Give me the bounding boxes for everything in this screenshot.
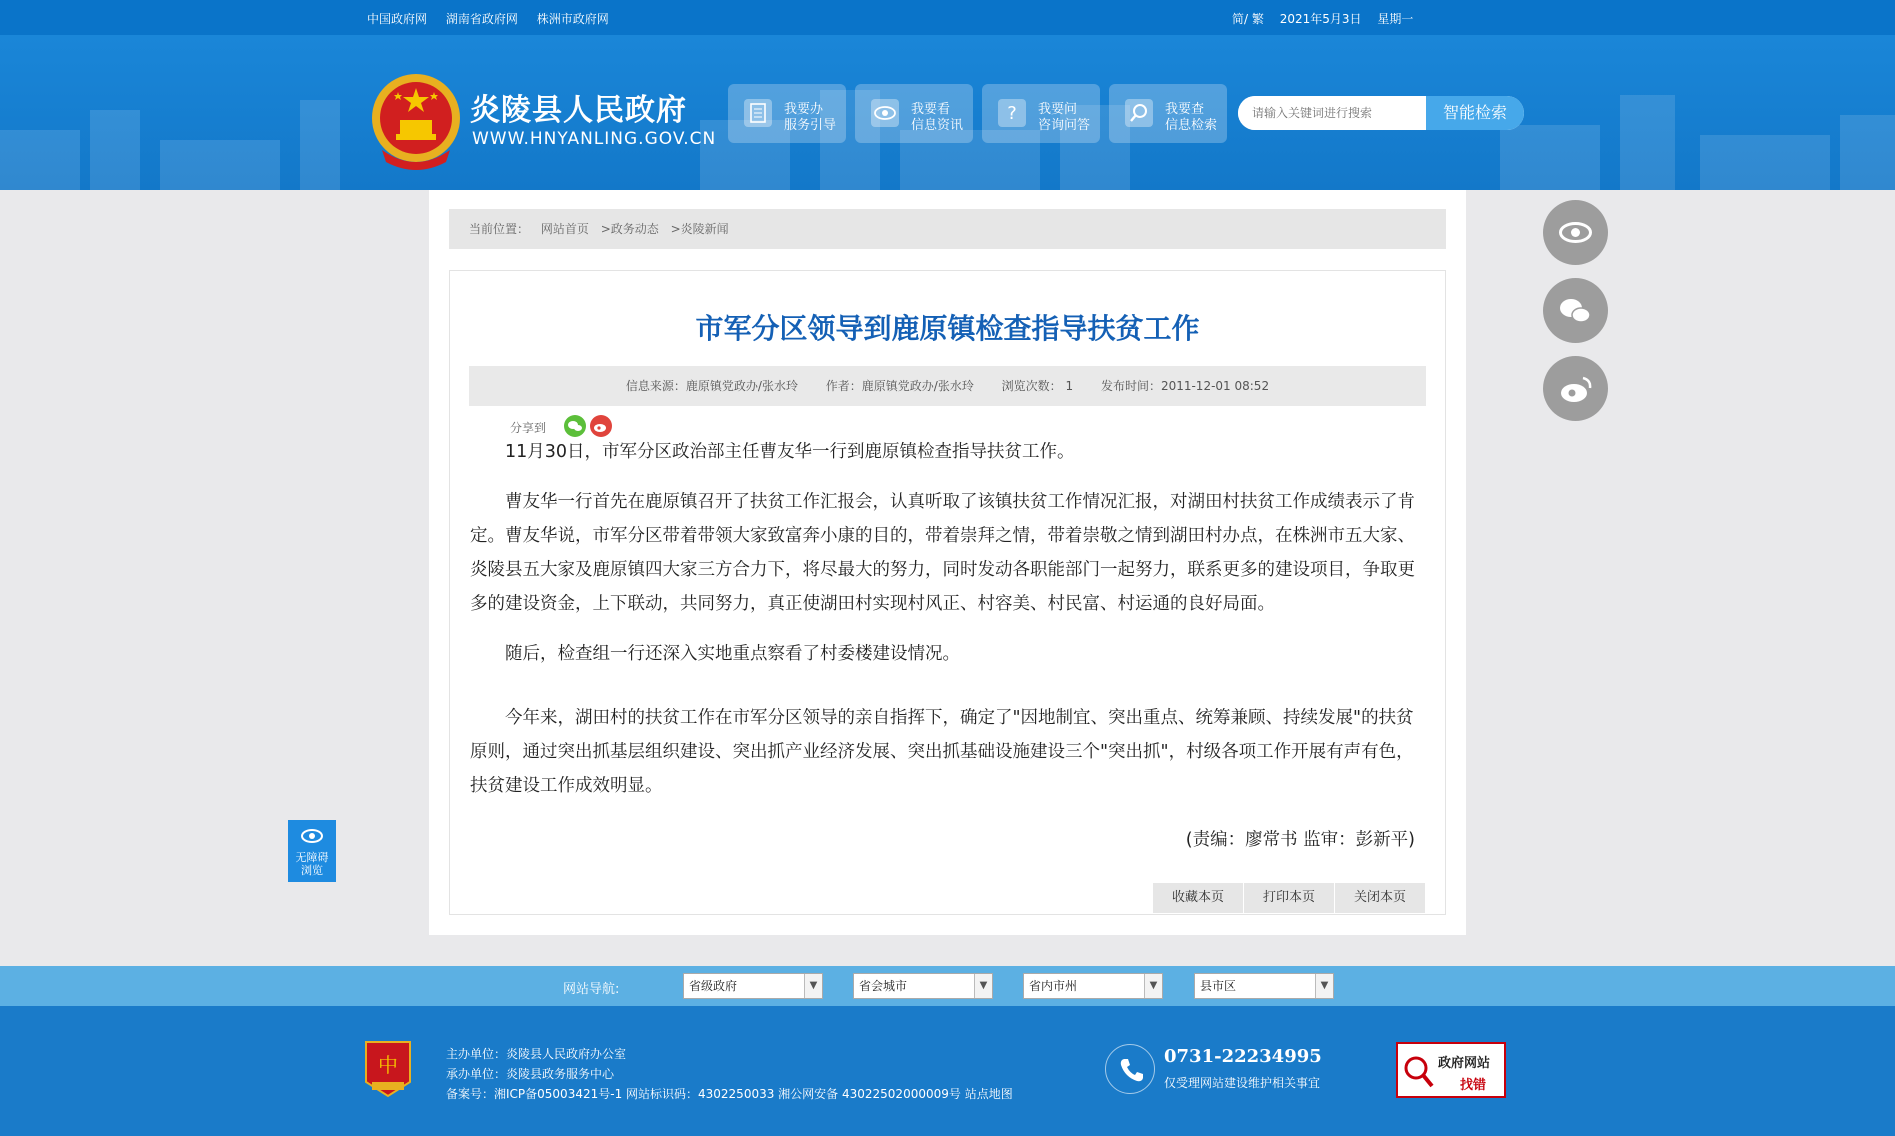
question-icon bbox=[998, 99, 1026, 127]
accessibility-button[interactable] bbox=[288, 820, 336, 882]
svg-text:中: 中 bbox=[378, 1053, 398, 1077]
footer-phone-note: 仅受理网站建设维护相关事宜 bbox=[1164, 1076, 1321, 1090]
float-wechat-button[interactable] bbox=[1543, 278, 1608, 343]
site-header bbox=[0, 35, 1895, 190]
service-kan-title: 我要看 bbox=[911, 102, 951, 117]
phone-icon bbox=[1105, 1044, 1155, 1094]
article-paragraph: 11月30日，市军分区政治部主任曹友华一行到鹿原镇检查指导扶贫工作。 bbox=[505, 442, 1075, 462]
main-content bbox=[429, 190, 1466, 935]
select-value: 省会城市 bbox=[859, 979, 908, 993]
article-paragraph: 随后，检查组一行还深入实地重点察看了村委楼建设情况。 bbox=[505, 644, 960, 664]
service-wen-button[interactable] bbox=[982, 84, 1100, 143]
float-eye-button[interactable] bbox=[1543, 200, 1608, 265]
weibo-icon bbox=[1543, 356, 1608, 421]
capital-city-select[interactable] bbox=[853, 973, 993, 999]
guide-book-icon bbox=[744, 99, 772, 127]
service-kan-sub: 信息资讯 bbox=[911, 118, 964, 133]
footer-organizer: 承办单位：炎陵县政务服务中心 bbox=[446, 1067, 615, 1081]
eye-icon bbox=[288, 820, 336, 846]
party-gov-badge-icon bbox=[362, 1038, 414, 1100]
svg-text:?: ? bbox=[1007, 103, 1017, 124]
site-nav-label: 网站导航: bbox=[563, 982, 620, 997]
share-label: 分享到 bbox=[510, 421, 547, 435]
meta-views: 浏览次数： 1 bbox=[1001, 379, 1074, 393]
search-button[interactable]: 智能检索 bbox=[1426, 96, 1524, 130]
service-wen-title: 我要问 bbox=[1038, 102, 1078, 117]
wechat-icon bbox=[1543, 278, 1608, 343]
article bbox=[449, 270, 1446, 915]
site-footer bbox=[0, 1006, 1895, 1136]
article-paragraph: 今年来，湖田村的扶贫工作在市军分区领导的亲自指挥下，确定了"因地制宜、突出重点、统筹兼顾、持续发展"的扶贫原则，通过突出抓基层组织建设、突出抓产业经济发展、突出抓基础设施建设三个"突出抓"，村级各项工作开展有声有色，扶贫建设工作成效明显。 bbox=[470, 708, 1414, 796]
breadcrumb-news[interactable]: >政务动态 bbox=[600, 222, 659, 236]
footer-host: 主办单位：炎陵县人民政府办公室 bbox=[446, 1047, 627, 1061]
article-paragraph: 曹友华一行首先在鹿原镇召开了扶贫工作汇报会，认真听取了该镇扶贫工作情况汇报，对湖田村扶贫工作成绩表示了肯定。曹友华说，市军分区带着带领大家致富奔小康的目的，带着崇拜之情，带着崇敬之情到湖田村办点，在株洲市五大家、炎陵县五大家及鹿原镇四大家三方合力下，将尽最大的努力，同时发动各职能部门一起努力，联系更多的建设项目，争取更多的建设资金，上下联动，共同努力，真正使湖田村实现村风正、村容美、村民富、村运通的良好局面。 bbox=[470, 492, 1415, 614]
top-link-hunan[interactable]: 湖南省政府网 bbox=[445, 12, 518, 26]
national-emblem-icon bbox=[368, 70, 464, 174]
print-button[interactable]: 打印本页 bbox=[1244, 883, 1334, 913]
service-wen-sub: 咨询问答 bbox=[1038, 118, 1091, 133]
accessibility-label-2: 浏览 bbox=[301, 864, 323, 877]
site-nav-bar bbox=[0, 966, 1895, 1006]
error-report-sub: 找错 bbox=[1460, 1078, 1487, 1093]
chevron-down-icon: ▼ bbox=[1144, 974, 1162, 998]
breadcrumb-home[interactable]: 网站首页 bbox=[540, 222, 589, 236]
search-icon bbox=[1125, 99, 1153, 127]
service-cha-title: 我要查 bbox=[1165, 102, 1205, 117]
lang-switch[interactable]: 简/ 繁 bbox=[1232, 12, 1264, 26]
eye-icon bbox=[871, 99, 899, 127]
breadcrumb-yanling[interactable]: >炎陵新闻 bbox=[670, 222, 729, 236]
top-links bbox=[367, 10, 624, 27]
chevron-down-icon: ▼ bbox=[804, 974, 822, 998]
search-box bbox=[1238, 96, 1524, 130]
footer-record[interactable]: 备案号：湘ICP备05003421号-1 网站标识码：4302250033 湘公网安备 43022502000009号 站点地图 bbox=[446, 1087, 1013, 1101]
top-link-gov[interactable]: 中国政府网 bbox=[367, 12, 428, 26]
service-cha-button[interactable] bbox=[1109, 84, 1227, 143]
current-date: 2021年5月3日 bbox=[1279, 12, 1362, 26]
service-ban-sub: 服务引导 bbox=[784, 118, 837, 133]
chevron-down-icon: ▼ bbox=[1315, 974, 1333, 998]
search-input[interactable] bbox=[1238, 96, 1426, 130]
top-bar bbox=[0, 0, 1895, 35]
meta-source: 信息来源：鹿原镇党政办/张水玲 bbox=[625, 379, 798, 393]
top-right bbox=[1232, 10, 1425, 27]
weibo-share-icon[interactable] bbox=[590, 415, 612, 437]
current-weekday: 星期一 bbox=[1377, 12, 1414, 26]
close-page-button[interactable]: 关闭本页 bbox=[1335, 883, 1425, 913]
article-body bbox=[470, 435, 1427, 819]
select-value: 县市区 bbox=[1200, 979, 1237, 993]
article-editor: (责编：廖常书 监审：彭新平) bbox=[1185, 830, 1415, 850]
top-link-zhuzhou[interactable]: 株洲市政府网 bbox=[536, 12, 609, 26]
breadcrumb-label: 当前位置： bbox=[469, 222, 530, 236]
select-value: 省级政府 bbox=[689, 979, 738, 993]
county-select[interactable] bbox=[1194, 973, 1334, 999]
float-weibo-button[interactable] bbox=[1543, 356, 1608, 421]
accessibility-label-1: 无障碍 bbox=[295, 851, 329, 864]
eye-icon bbox=[1543, 200, 1608, 265]
service-ban-button[interactable] bbox=[728, 84, 846, 143]
gov-site-error-report-button[interactable] bbox=[1396, 1042, 1506, 1098]
province-gov-select[interactable] bbox=[683, 973, 823, 999]
service-ban-title: 我要办 bbox=[784, 102, 824, 117]
site-url: WWW.HNYANLING.GOV.CN bbox=[472, 129, 717, 149]
footer-phone: 0731-22234995 bbox=[1164, 1046, 1322, 1067]
breadcrumb bbox=[449, 209, 1446, 249]
footer-info bbox=[446, 1044, 1013, 1104]
province-city-select[interactable] bbox=[1023, 973, 1163, 999]
service-kan-button[interactable] bbox=[855, 84, 973, 143]
magnifier-icon bbox=[1400, 1046, 1436, 1098]
wechat-share-icon[interactable] bbox=[564, 415, 586, 437]
bookmark-button[interactable]: 收藏本页 bbox=[1153, 883, 1243, 913]
select-value: 省内市州 bbox=[1029, 979, 1078, 993]
article-meta bbox=[469, 366, 1426, 406]
meta-author: 作者：鹿原镇党政办/张水玲 bbox=[825, 379, 974, 393]
article-actions bbox=[1152, 883, 1425, 913]
article-title: 市军分区领导到鹿原镇检查指导扶贫工作 bbox=[695, 312, 1200, 345]
chevron-down-icon: ▼ bbox=[974, 974, 992, 998]
site-name: 炎陵县人民政府 bbox=[470, 93, 687, 128]
service-cha-sub: 信息检索 bbox=[1165, 118, 1218, 133]
meta-published: 发布时间：2011-12-01 08:52 bbox=[1100, 379, 1270, 393]
error-report-title: 政府网站 bbox=[1438, 1056, 1491, 1071]
